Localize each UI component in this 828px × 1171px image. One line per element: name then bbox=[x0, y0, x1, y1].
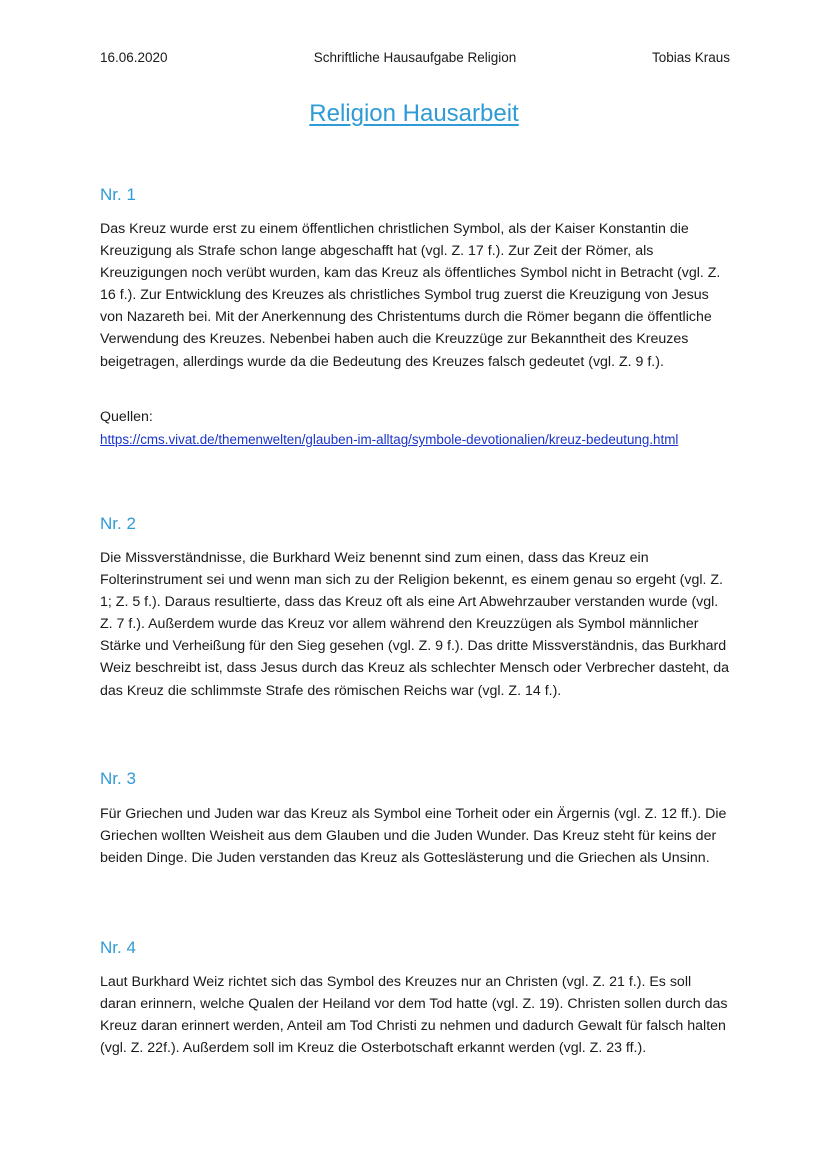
section-1-heading: Nr. 1 bbox=[100, 185, 136, 204]
section-3-heading: Nr. 3 bbox=[100, 769, 136, 788]
section-3-text: Für Griechen und Juden war das Kreuz als Symbol eine Torheit oder ein Ärgernis (vgl. Z. 12 ff.). Die Griechen wollten Weisheit aus dem Glauben und die Juden Wunder. Das Kreuz steht für keins der beiden Dinge. Die Juden verstanden das Kreuz als Gotteslästerung und die Griechen als Unsinn. bbox=[100, 806, 727, 867]
section-2-text: Die Missverständnisse, die Burkhard Weiz benennt sind zum einen, dass das Kreuz ein Folterinstrument sei und wenn man sich zu der Religion bekennt, es einem genau so ergeht (vgl. Z. 1; Z. 5 f.). Daraus resultierte, dass das Kreuz oft als eine Art Abwehrzauber verstanden wurde (vgl. Z. 7 f.). Außerdem wurde das Kreuz vor allem während den Kreuzzügen als Symbol männlicher Stärke und Verheißung für den Sieg gesehen (vgl. Z. 9 f.). Das dritte Missverständnis, das Burkhard Weiz beschreibt ist, dass Jesus durch das Kreuz als schlechter Mensch oder Verbrecher dasteht, da das Kreuz die schlimmste Strafe des römischen Reichs war (vgl. Z. 14 f.). bbox=[100, 550, 730, 699]
source-link[interactable]: https://cms.vivat.de/themenwelten/glauben-im-alltag/symbole-devotionalien/kreuz-bedeutung.html bbox=[100, 432, 679, 447]
document-title: Religion Hausarbeit bbox=[309, 100, 519, 127]
section-4-heading: Nr. 4 bbox=[100, 938, 136, 957]
header-author: Tobias Kraus bbox=[651, 50, 730, 65]
section-2-heading: Nr. 2 bbox=[100, 514, 136, 533]
section-1-text: Das Kreuz wurde erst zu einem öffentlichen christlichen Symbol, als der Kaiser Konstantin die Kreuzigung als Strafe schon lange abgeschafft hat (vgl. Z. 17 f.). Zur Zeit der Römer, als Kreuzigungen noch verübt wurden, kam das Kreuz als öffentliches Symbol nicht in Betracht (vgl. Z. 16 f.). Zur Entwicklung des Kreuzes als christliches Symbol trug zuerst die Kreuzigung von Jesus von Nazareth bei. Mit der Anerkennung des Christentums durch die Römer begann die öffentliche Verwendung des Kreuzes. Nebenbei haben auch die Kreuzzüge zur Bekanntheit des Kreuzes beigetragen, allerdings wurde da die Bedeutung des Kreuzes falsch gedeutet (vgl. Z. 9 f.). bbox=[100, 221, 721, 370]
sources-label: Quellen: bbox=[100, 409, 153, 425]
header-title: Schriftliche Hausaufgabe Religion bbox=[313, 50, 517, 65]
page-header bbox=[100, 50, 730, 70]
section-4-text: Laut Burkhard Weiz richtet sich das Symbol des Kreuzes nur an Christen (vgl. Z. 21 f.). Es soll daran erinnern, welche Qualen der Heiland vor dem Tod hatte (vgl. Z. 19). Christen sollen durch das Kreuz daran erinnert werden, Anteil am Tod Christi zu nehmen und dadurch Gewalt für falsch halten (vgl. Z. 22f.). Außerdem soll im Kreuz die Osterbotschaft erkannt werden (vgl. Z. 23 ff.). bbox=[100, 974, 728, 1057]
header-date: 16.06.2020 bbox=[100, 50, 168, 65]
